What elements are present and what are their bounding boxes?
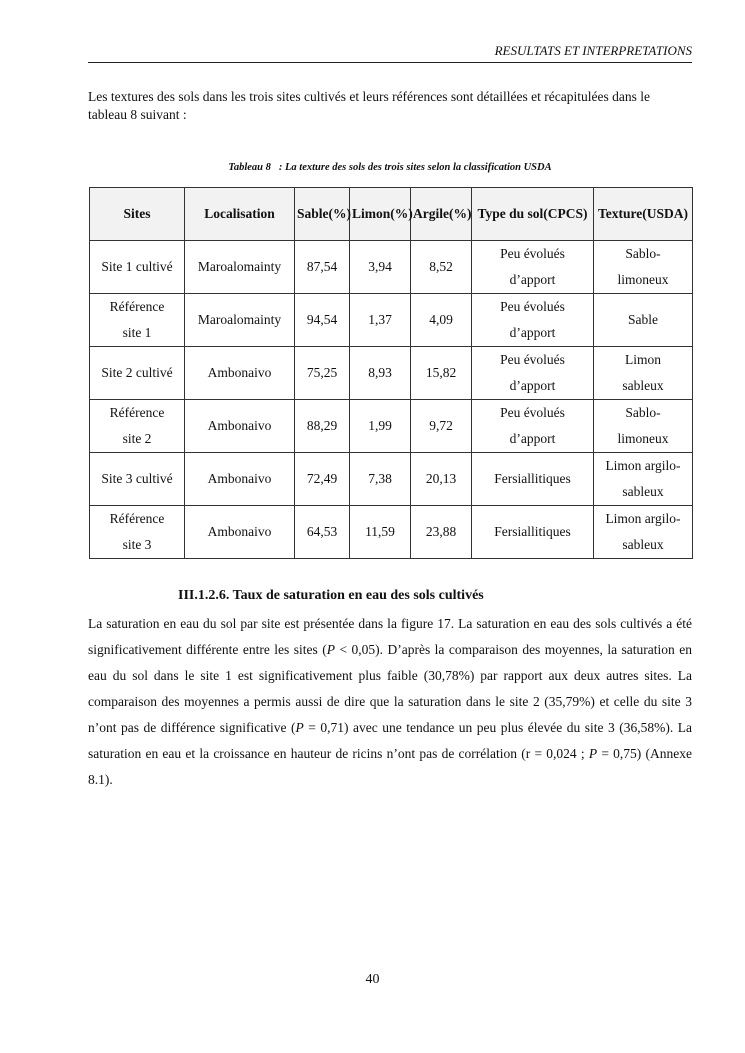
cell-argile: 4,09: [411, 294, 472, 347]
caption-text: : La texture des sols des trois sites selon la classification USDA: [278, 162, 552, 173]
cell-limon: 11,59: [350, 506, 411, 559]
cell-type: Peu évolués d’apport: [472, 347, 594, 400]
cell-texture: Limon sableux: [594, 347, 693, 400]
cell-sable: 88,29: [295, 400, 350, 453]
col-header-texture: Texture(USDA): [594, 188, 693, 241]
cell-texture: Limon argilo- sableux: [594, 453, 693, 506]
col-header-type: Type du sol(CPCS): [472, 188, 594, 241]
col-header-sable: Sable(%): [295, 188, 350, 241]
cell-site: Référence site 3: [90, 506, 185, 559]
cell-localisation: Ambonaivo: [185, 506, 295, 559]
cell-argile: 20,13: [411, 453, 472, 506]
cell-argile: 8,52: [411, 241, 472, 294]
cell-sable: 72,49: [295, 453, 350, 506]
col-header-localisation: Localisation: [185, 188, 295, 241]
cell-limon: 1,99: [350, 400, 411, 453]
table-caption: [88, 162, 692, 173]
table-row: [90, 400, 693, 453]
cell-texture: Sable: [594, 294, 693, 347]
cell-limon: 3,94: [350, 241, 411, 294]
caption-label: Tableau 8: [228, 162, 271, 173]
table-header-row: [90, 188, 693, 241]
col-header-sites: Sites: [90, 188, 185, 241]
section-heading: [178, 588, 484, 604]
cell-localisation: Ambonaivo: [185, 453, 295, 506]
cell-texture: Sablo- limoneux: [594, 400, 693, 453]
cell-type: Fersiallitiques: [472, 506, 594, 559]
table-row: [90, 347, 693, 400]
cell-site: Site 1 cultivé: [90, 241, 185, 294]
cell-localisation: Maroalomainty: [185, 241, 295, 294]
cell-limon: 1,37: [350, 294, 411, 347]
cell-localisation: Ambonaivo: [185, 400, 295, 453]
intro-paragraph: Les textures des sols dans les trois sites cultivés et leurs références sont détaillées et récapitulées dans le tableau 8 suivant :: [88, 89, 650, 122]
header-title: RESULTATS ET INTERPRETATIONS: [494, 43, 692, 58]
table-row: [90, 453, 693, 506]
cell-limon: 8,93: [350, 347, 411, 400]
running-header: [88, 40, 692, 63]
section-title: Taux de saturation en eau des sols cultivés: [232, 588, 484, 603]
cell-texture: Limon argilo- sableux: [594, 506, 693, 559]
cell-type: Fersiallitiques: [472, 453, 594, 506]
cell-argile: 15,82: [411, 347, 472, 400]
cell-localisation: Maroalomainty: [185, 294, 295, 347]
cell-sable: 75,25: [295, 347, 350, 400]
col-header-argile: Argile(%): [411, 188, 472, 241]
body-paragraph: La saturation en eau du sol par site est présentée dans la figure 17. La saturation en eau des sols cultivés a été significativement différente entre les sites (P < 0,05). D’après la comparaison des moyennes, la saturation en eau du sol dans le site 1 est significativement plus faible (30,78%) par rapport aux deux autres sites. La comparaison des moyennes a permis aussi de dire que la saturation dans le site 2 (35,79%) et celle du site 3 n’ont pas de différence significative (P = 0,71) avec une tendance un peu plus élevée du site 3 (36,58%). La saturation en eau et la croissance en hauteur de ricins n’ont pas de corrélation (r = 0,024 ; P = 0,75) (Annexe 8.1).: [88, 616, 693, 787]
cell-sable: 94,54: [295, 294, 350, 347]
col-header-limon: Limon(%): [350, 188, 411, 241]
cell-site: Référence site 1: [90, 294, 185, 347]
cell-localisation: Ambonaivo: [185, 347, 295, 400]
texture-table: [89, 187, 693, 559]
page-number: 40: [365, 972, 380, 987]
cell-type: Peu évolués d’apport: [472, 400, 594, 453]
cell-sable: 64,53: [295, 506, 350, 559]
cell-argile: 23,88: [411, 506, 472, 559]
section-number: III.1.2.6.: [178, 588, 230, 603]
cell-texture: Sablo- limoneux: [594, 241, 693, 294]
cell-type: Peu évolués d’apport: [472, 241, 594, 294]
table-row: [90, 506, 693, 559]
cell-site: Site 3 cultivé: [90, 453, 185, 506]
cell-sable: 87,54: [295, 241, 350, 294]
cell-site: Site 2 cultivé: [90, 347, 185, 400]
cell-limon: 7,38: [350, 453, 411, 506]
table-row: [90, 241, 693, 294]
table-row: [90, 294, 693, 347]
cell-site: Référence site 2: [90, 400, 185, 453]
cell-type: Peu évolués d’apport: [472, 294, 594, 347]
cell-argile: 9,72: [411, 400, 472, 453]
